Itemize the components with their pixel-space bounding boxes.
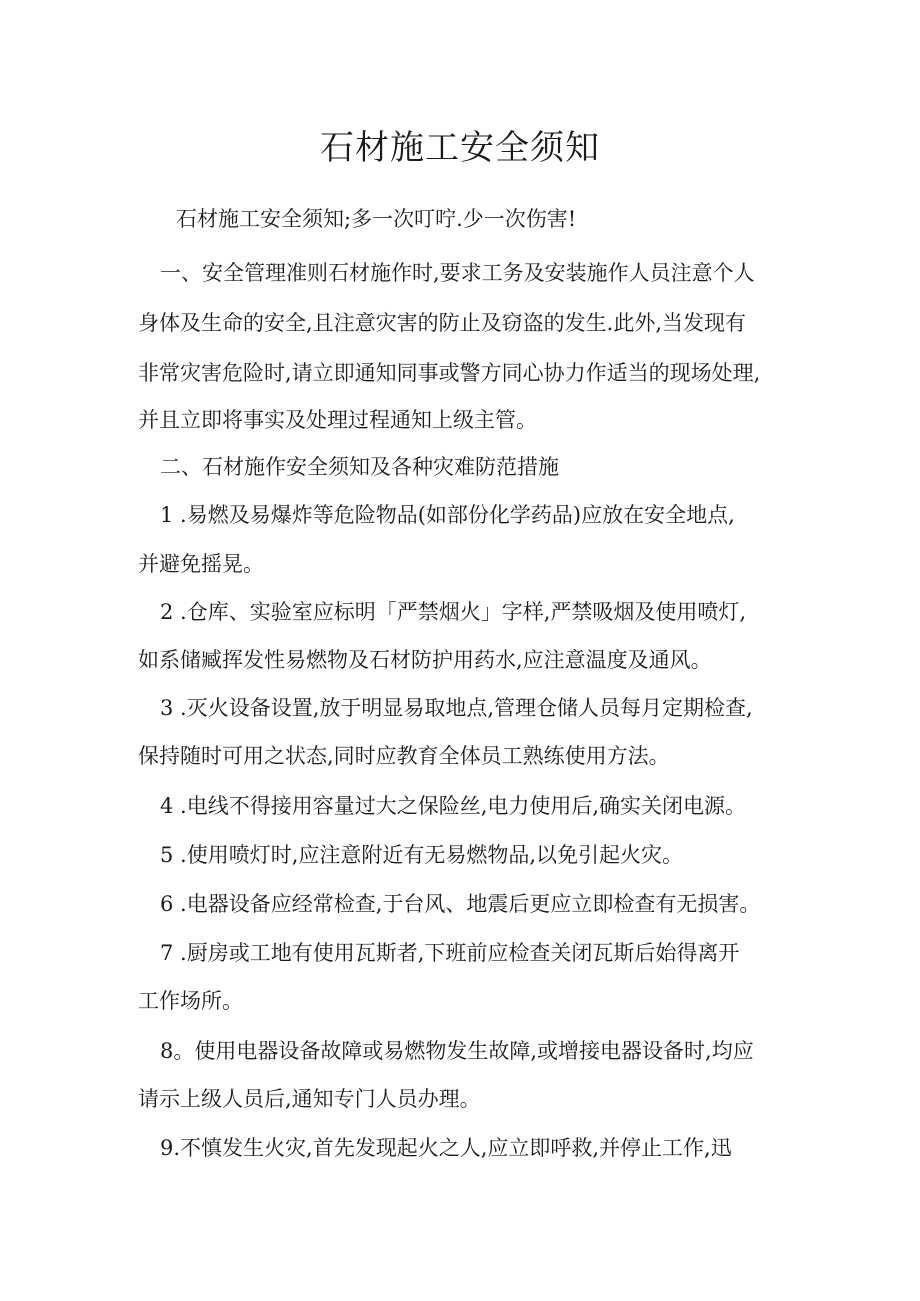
list-item-line: 保持随时可用之状态,同时应教育全体员工熟练使用方法。 bbox=[138, 744, 670, 768]
section-heading: 二、石材施作安全须知及各种灾难防范措施 bbox=[160, 455, 559, 479]
list-item-line: 3 .灭火设备设置,放于明显易取地点,管理仓储人员每月定期检查, bbox=[160, 696, 753, 720]
intro-line: 石材施工安全须知;多一次叮咛.少一次伤害! bbox=[176, 207, 577, 231]
list-item-line: 8。使用电器设备故障或易燃物发生故障,或增接电器设备时,均应 bbox=[160, 1039, 754, 1063]
list-item-line: 1 .易燃及易爆炸等危险物品(如部份化学药品)应放在安全地点, bbox=[160, 503, 735, 527]
list-item-line: 6 .电器设备应经常检查,于台风、地震后更应立即检查有无损害。 bbox=[160, 892, 761, 916]
document-title: 石材施工安全须知 bbox=[320, 128, 600, 168]
list-item-line: 4 .电线不得接用容量过大之保险丝,电力使用后,确实关闭电源。 bbox=[160, 794, 747, 818]
list-item-line: 9.不慎发生火灾,首先发现起火之人,应立即呼救,并停止工作,迅 bbox=[160, 1136, 732, 1160]
paragraph-line: 并且立即将事实及处理过程通知上级主管。 bbox=[138, 408, 537, 432]
list-item-line: 7 .厨房或工地有使用瓦斯者,下班前应检查关闭瓦斯后始得离开 bbox=[160, 941, 740, 965]
list-item-line: 并避免摇晃。 bbox=[138, 552, 264, 576]
list-item-line: 工作场所。 bbox=[138, 989, 243, 1013]
list-item-line: 5 .使用喷灯时,应注意附近有无易燃物品,以免引起火灾。 bbox=[160, 843, 684, 867]
paragraph-line: 身体及生命的安全,且注意灾害的防止及窃盗的发生.此外,当发现有 bbox=[138, 311, 747, 335]
paragraph-line: 一、安全管理准则石材施作时,要求工务及安装施作人员注意个人 bbox=[160, 261, 755, 285]
list-item-line: 请示上级人员后,通知专门人员办理。 bbox=[138, 1087, 481, 1111]
paragraph-line: 非常灾害危险时,请立即通知同事或警方同心协力作适当的现场处理, bbox=[138, 361, 761, 385]
list-item-line: 如系储臧挥发性易燃物及石材防护用药水,应注意温度及通风。 bbox=[138, 648, 712, 672]
list-item-line: 2 .仓库、实验室应标明「严禁烟火」字样,严禁吸烟及使用喷灯, bbox=[160, 600, 747, 624]
